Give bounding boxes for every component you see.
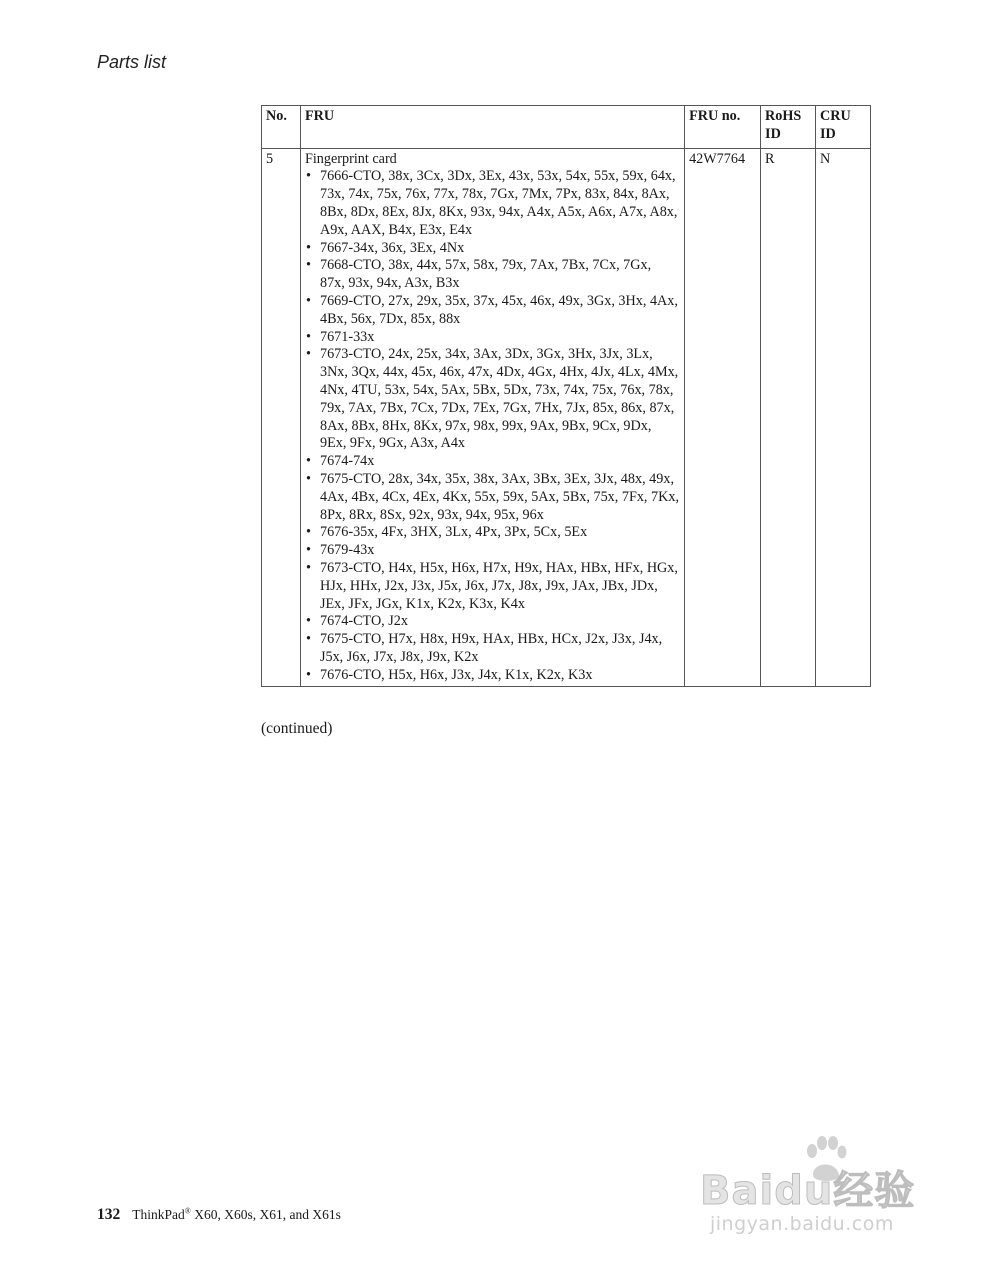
list-item: • 7674-74x	[305, 453, 679, 471]
list-item: • 7676-35x, 4Fx, 3HX, 3Lx, 4Px, 3Px, 5Cx, 5Ex	[305, 524, 679, 542]
column-header-rohs-id: RoHS ID	[761, 106, 816, 149]
list-item: • 7676-CTO, H5x, H6x, J3x, J4x, K1x, K2x, K3x	[305, 667, 679, 685]
cell-rohs-id: R	[761, 148, 816, 686]
list-item: • 7668-CTO, 38x, 44x, 57x, 58x, 79x, 7Ax, 7Bx, 7Cx, 7Gx, 87x, 93x, 94x, A3x, B3x	[305, 257, 679, 293]
list-item: • 7673-CTO, 24x, 25x, 34x, 3Ax, 3Dx, 3Gx, 3Hx, 3Jx, 3Lx, 3Nx, 3Qx, 44x, 45x, 46x, 47x, 4Dx, 4Gx, 4Hx, 4Jx, 4Lx, 4Mx, 4Nx, 4TU, 53x, 54x, 5Ax, 5Bx, 5Dx, 73x, 74x, 75x, 76x, 78x, 79x, 7Ax, 7Bx, 7Cx, 7Dx, 7Ex, 7Gx, 7Hx, 7Jx, 85x, 86x, 87x, 8Ax, 8Bx, 8Hx, 8Kx, 97x, 98x, 99x, 9Ax, 9Bx, 9Cx, 9Dx, 9Ex, 9Fx, 9Gx, A3x, A4x	[305, 346, 679, 453]
cell-cru-id: N	[816, 148, 871, 686]
cell-fru	[300, 148, 684, 686]
watermark-url: jingyan.baidu.com	[710, 1213, 894, 1235]
model-list	[305, 168, 679, 684]
list-item: • 7673-CTO, H4x, H5x, H6x, H7x, H9x, HAx, HBx, HFx, HGx, HJx, HHx, J2x, J3x, J5x, J6x, J7x, J8x, J9x, JAx, JBx, JDx, JEx, JFx, JGx, K1x, K2x, K3x, K4x	[305, 560, 679, 613]
continued-note: (continued)	[261, 720, 333, 737]
column-header-cru-id: CRU ID	[816, 106, 871, 149]
watermark-brand: Baidu经验	[700, 1168, 916, 1214]
table-header-row	[262, 106, 871, 149]
book-title-prefix: ThinkPad	[132, 1207, 185, 1222]
list-item: • 7675-CTO, H7x, H8x, H9x, HAx, HBx, HCx, J2x, J3x, J4x, J5x, J6x, J7x, J8x, J9x, K2x	[305, 631, 679, 667]
list-item: • 7675-CTO, 28x, 34x, 35x, 38x, 3Ax, 3Bx, 3Ex, 3Jx, 48x, 49x, 4Ax, 4Bx, 4Cx, 4Ex, 4Kx, 55x, 59x, 5Ax, 5Bx, 75x, 7Fx, 7Kx, 8Px, 8Rx, 8Sx, 92x, 93x, 94x, 95x, 96x	[305, 471, 679, 524]
cell-fru-no: 42W7764	[685, 148, 761, 686]
page-number: 132	[97, 1206, 121, 1223]
list-item: • 7666-CTO, 38x, 3Cx, 3Dx, 3Ex, 43x, 53x, 54x, 55x, 59x, 64x, 73x, 74x, 75x, 76x, 77x, 78x, 7Gx, 7Mx, 7Px, 83x, 84x, 8Ax, 8Bx, 8Dx, 8Ex, 8Jx, 8Kx, 93x, 94x, A4x, A5x, A6x, A7x, A8x, A9x, AAX, B4x, E3x, E4x	[305, 168, 679, 239]
fru-title: Fingerprint card	[304, 150, 397, 167]
page-footer	[97, 1206, 341, 1224]
book-title-suffix: X60, X60s, X61, and X61s	[190, 1207, 341, 1222]
column-header-fru-no: FRU no.	[685, 106, 761, 149]
list-item: • 7679-43x	[305, 542, 679, 560]
parts-table	[261, 105, 871, 687]
list-item: • 7669-CTO, 27x, 29x, 35x, 37x, 45x, 46x, 49x, 3Gx, 3Hx, 4Ax, 4Bx, 56x, 7Dx, 85x, 88x	[305, 293, 679, 329]
list-item: • 7667-34x, 36x, 3Ex, 4Nx	[305, 240, 679, 258]
list-item: • 7671-33x	[305, 329, 679, 347]
running-head: Parts list	[97, 52, 167, 72]
cell-no: 5	[262, 148, 301, 686]
column-header-fru: FRU	[300, 106, 684, 149]
baidu-watermark	[700, 1135, 935, 1245]
registered-mark: ®	[184, 1206, 191, 1216]
table-row	[262, 148, 871, 686]
list-item: • 7674-CTO, J2x	[305, 613, 679, 631]
column-header-no: No.	[262, 106, 301, 149]
